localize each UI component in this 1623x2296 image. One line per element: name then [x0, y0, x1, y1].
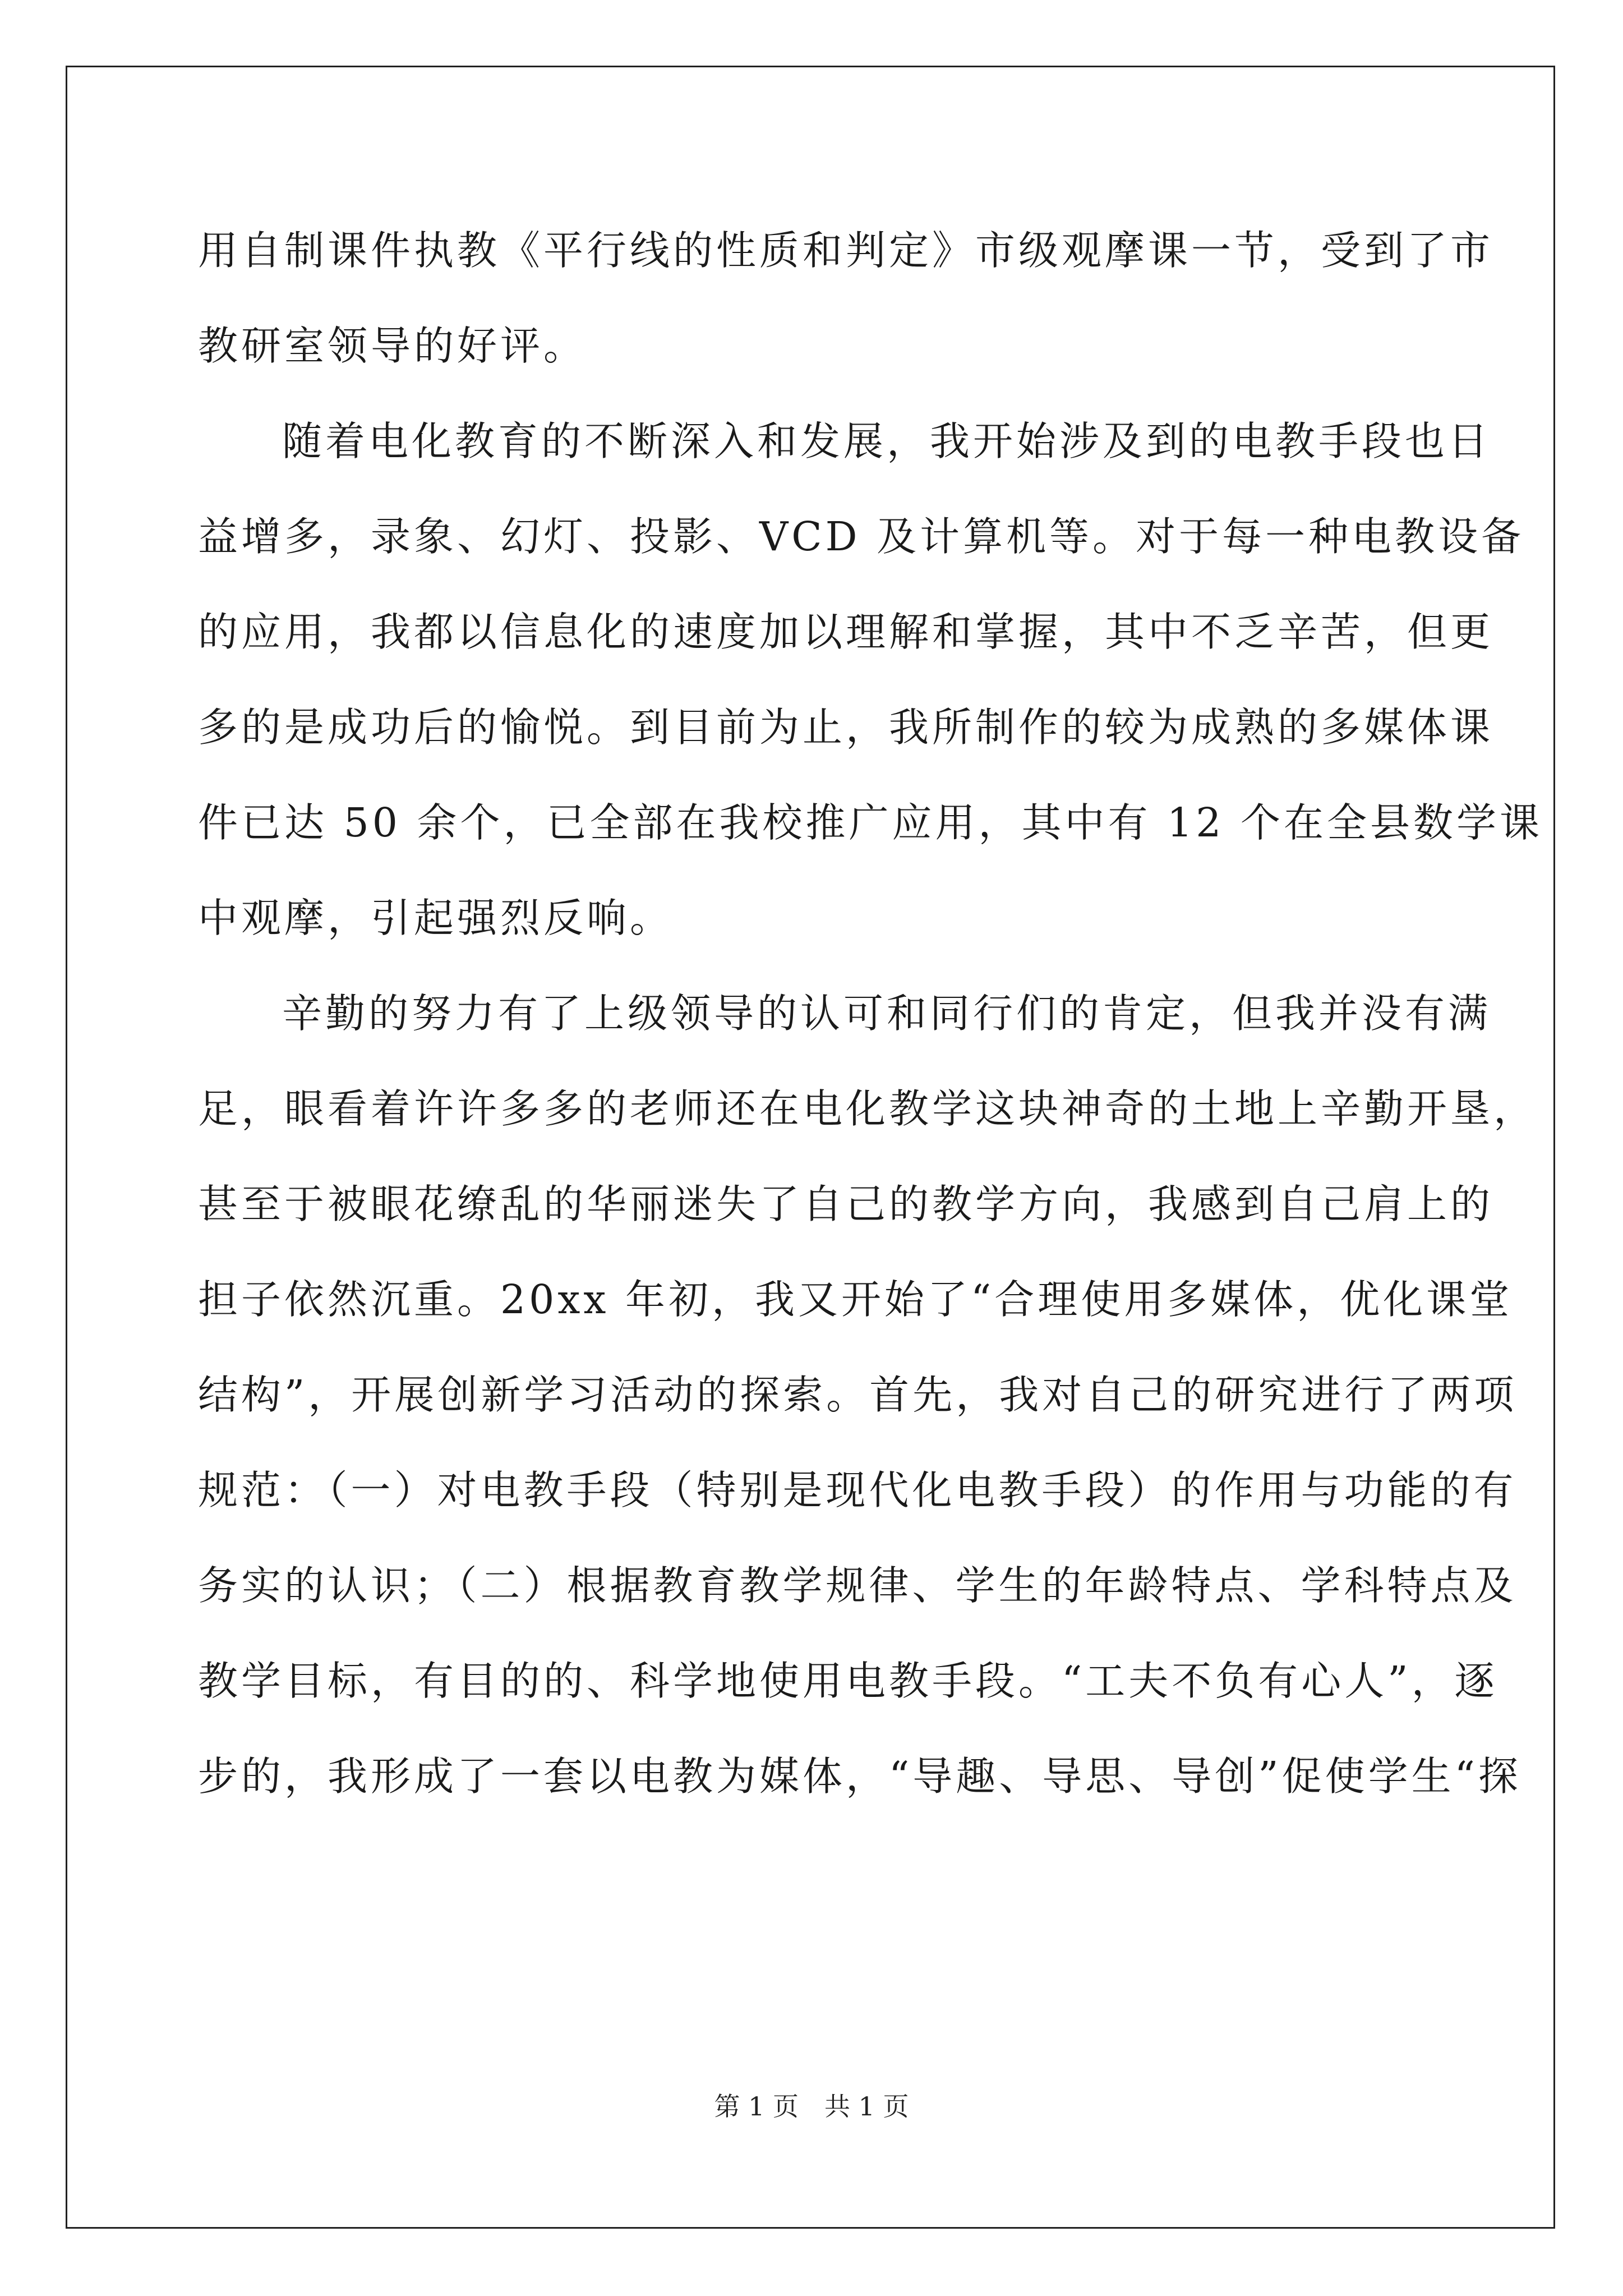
paragraph-start-line: 辛勤的努力有了上级领导的认可和同行们的肯定，但我并没有满: [282, 990, 1492, 1037]
text-line: 担子依然沉重。20xx 年初，我又开始了“合理使用多媒体，优化课堂: [198, 1276, 1513, 1323]
text-line: 教研室领导的好评。: [198, 323, 587, 369]
text-line: 足，眼看着许许多多的老师还在电化教学这块神奇的土地上辛勤开垦，: [198, 1085, 1537, 1132]
text-line: 用自制课件执教《平行线的性质和判定》市级观摩课一节，受到了市: [198, 227, 1494, 274]
text-line: 中观摩，引起强烈反响。: [198, 895, 674, 941]
text-line: 多的是成功后的愉悦。到目前为止，我所制作的较为成熟的多媒体课: [198, 704, 1494, 751]
text-line: 教学目标，有目的的、科学地使用电教手段。“工夫不负有心人”，逐: [198, 1658, 1498, 1704]
paragraph-start-line: 随着电化教育的不断深入和发展，我开始涉及到的电教手段也日: [282, 418, 1492, 464]
text-line: 甚至于被眼花缭乱的华丽迷失了自己的教学方向，我感到自己肩上的: [198, 1181, 1494, 1227]
text-line: 务实的认识；（二）根据教育教学规律、学生的年龄特点、学科特点及: [198, 1562, 1517, 1609]
text-line: 规范：（一）对电教手段（特别是现代化电教手段）的作用与功能的有: [198, 1467, 1517, 1513]
page-number-footer: 第 1 页 共 1 页: [714, 2091, 909, 2122]
text-line: 件已达 50 余个，已全部在我校推广应用，其中有 12 个在全县数学课: [198, 799, 1543, 846]
text-line: 步的，我形成了一套以电教为媒体，“导趣、导思、导创”促使学生“探: [198, 1753, 1521, 1800]
text-line: 结构”，开展创新学习活动的探索。首先，我对自己的研究进行了两项: [198, 1372, 1518, 1418]
document-body: [198, 203, 1543, 1824]
text-line: 的应用，我都以信息化的速度加以理解和掌握，其中不乏辛苦，但更: [198, 609, 1494, 655]
text-line: 益增多，录象、幻灯、投影、VCD 及计算机等。对于每一种电教设备: [198, 513, 1525, 560]
